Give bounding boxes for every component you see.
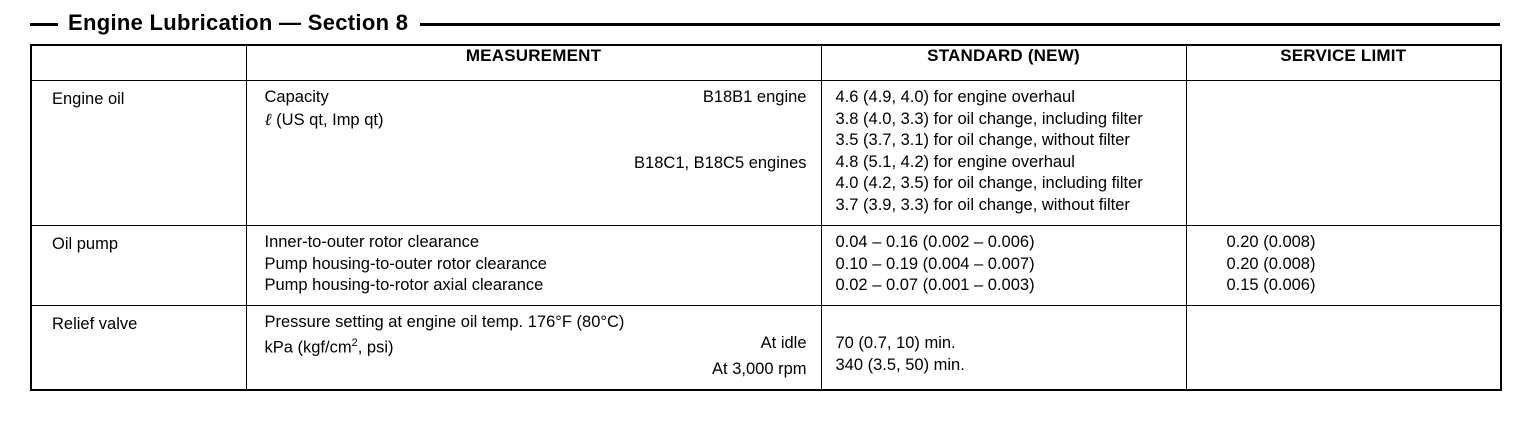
row-standard-cell xyxy=(821,81,1186,226)
standard-line: 4.6 (4.9, 4.0) for engine overhaul xyxy=(835,88,1075,106)
row-measurement-cell xyxy=(246,81,821,226)
measurement-right: At 3,000 rpm xyxy=(712,360,807,378)
standard-line: 3.8 (4.0, 3.3) for oil change, including filter xyxy=(835,109,1143,128)
spacer-line xyxy=(265,196,821,218)
table-row xyxy=(31,81,1501,226)
row-service-limit-cell xyxy=(1186,305,1501,390)
standard-line: 4.0 (4.2, 3.5) for oil change, including filter xyxy=(835,174,1143,192)
row-standard-cell xyxy=(821,226,1186,306)
standard-line: 340 (3.5, 50) min. xyxy=(835,355,965,374)
row-item-label: Relief valve xyxy=(31,305,246,390)
title-rule-right xyxy=(420,23,1500,26)
measurement-left: Capacity xyxy=(264,88,329,106)
standard-line: 3.5 (3.7, 3.1) for oil change, without filter xyxy=(835,131,1130,149)
measurement-line xyxy=(265,359,821,381)
section-title-row xyxy=(30,6,1500,40)
specifications-table xyxy=(30,44,1502,391)
measurement-right xyxy=(767,109,807,132)
spacer-line xyxy=(265,174,821,196)
standard-line: 0.10 – 0.19 (0.004 – 0.007) xyxy=(835,254,1035,273)
measurement-line xyxy=(265,109,821,132)
service-limit-line: 0.15 (0.006) xyxy=(1226,276,1316,294)
measurement-right: B18C1, B18C5 engines xyxy=(634,153,807,172)
spacer-line xyxy=(836,312,1186,334)
table-header-row xyxy=(31,45,1501,81)
standard-line: 4.8 (5.1, 4.2) for engine overhaul xyxy=(835,152,1075,171)
measurement-right: At idle xyxy=(760,334,807,352)
page-title: Engine Lubrication — Section 8 xyxy=(68,10,409,35)
column-header-service-limit: SERVICE LIMIT xyxy=(1186,45,1501,81)
measurement-line: Pressure setting at engine oil temp. 176°F (80°C) xyxy=(264,312,625,331)
row-item-label: Oil pump xyxy=(31,226,246,306)
measurement-line: Pump housing-to-rotor axial clearance xyxy=(264,276,544,294)
table-row xyxy=(31,305,1501,390)
measurement-line xyxy=(265,87,821,109)
service-limit-line: 0.20 (0.008) xyxy=(1226,254,1316,273)
column-header-standard: STANDARD (NEW) xyxy=(821,45,1186,81)
row-standard-cell xyxy=(821,305,1186,390)
standard-line: 0.04 – 0.16 (0.002 – 0.006) xyxy=(835,233,1035,251)
row-item-label: Engine oil xyxy=(31,81,246,226)
column-header-measurement: MEASUREMENT xyxy=(246,45,821,81)
spacer-line xyxy=(265,131,821,153)
measurement-right: B18B1 engine xyxy=(702,88,807,106)
liter-symbol: ℓ xyxy=(264,109,272,129)
row-measurement-cell xyxy=(246,226,821,306)
measurement-left: kPa ($kgf/cm^2$, psi) xyxy=(264,337,394,357)
standard-line: 0.02 – 0.07 (0.001 – 0.003) xyxy=(835,276,1035,294)
table-row xyxy=(31,226,1501,306)
measurement-line: Pump housing-to-outer rotor clearance xyxy=(264,254,547,273)
measurement-left: ℓ (US qt, Imp qt) xyxy=(264,109,384,129)
column-header-item xyxy=(31,45,246,81)
row-measurement-cell xyxy=(246,305,821,390)
measurement-line: Inner-to-outer rotor clearance xyxy=(264,233,480,251)
superscript-two: 2 xyxy=(351,337,358,349)
row-service-limit-cell xyxy=(1186,81,1501,226)
standard-line: 3.7 (3.9, 3.3) for oil change, without filter xyxy=(835,195,1130,214)
service-limit-line: 0.20 (0.008) xyxy=(1226,233,1316,251)
measurement-line xyxy=(265,153,821,175)
title-rule-left xyxy=(30,23,58,26)
row-service-limit-cell xyxy=(1186,226,1501,306)
measurement-line xyxy=(265,333,821,359)
standard-line: 70 (0.7, 10) min. xyxy=(835,334,956,352)
